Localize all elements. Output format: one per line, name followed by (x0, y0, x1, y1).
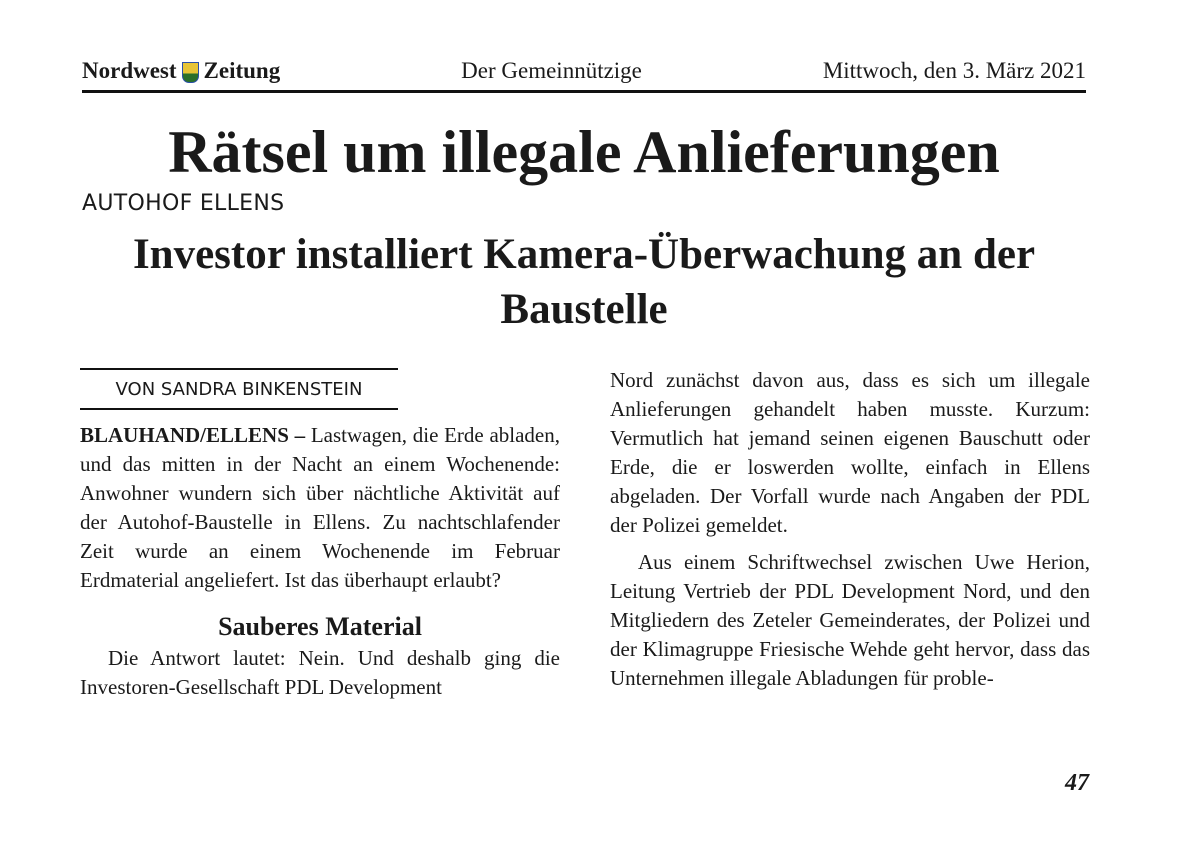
article-column-left (80, 421, 560, 702)
byline-text: VON SANDRA BINKENSTEIN (115, 378, 363, 400)
newspaper-header (82, 58, 1086, 93)
section-subhead: Sauberes Material (218, 612, 422, 641)
article-column-right (610, 366, 1090, 693)
article-byline (80, 368, 398, 410)
paragraph-3: Aus einem Schriftwechsel zwischen Uwe Herion, Leitung Vertrieb der PDL Development Nord, und den Mitgliedern des Zeteler Gemeinderates, der Polizei und der Klimagruppe Friesische Wehde geht hervor, dass das Unternehmen illegale Abladungen für proble- (610, 550, 1090, 690)
paragraph-2-continued: Nord zunächst davon aus, dass es sich um illegale Anlieferungen gehandelt haben musste. Kurzum: Vermutlich hat jemand seinen eigenen Bauschutt oder Erde, die er loswerden wollte, einfach in Ellens abgeladen. Der Vorfall wurde nach Angaben der PDL der Polizei gemeldet. (610, 368, 1090, 537)
brand-name-part1: Nordwest (82, 58, 177, 83)
brand-name-part2: Zeitung (203, 58, 281, 83)
article-kicker: AUTOHOF ELLENS (82, 191, 285, 216)
issue-date: Mittwoch, den 3. März 2021 (822, 58, 1086, 83)
article-subtitle: Investor installiert Kamera-Überwachung an der Baustelle (132, 231, 1036, 333)
newspaper-brand (82, 58, 280, 84)
article-title: Rätsel um illegale Anlieferungen (168, 119, 1000, 185)
lead-text: Lastwagen, die Erde abladen, und das mitten in der Nacht an einem Wochenende: Anwohner wundern sich über nächtliche Aktivität auf der Autohof-Baustelle in Ellens. Zu nachtschlafender Zeit wurde an einem Wochenende im Februar Erdmaterial angeliefert. Ist das überhaupt erlaubt? (80, 423, 560, 592)
lead-paragraph (80, 421, 560, 595)
page-number: 47 (1065, 770, 1089, 796)
coat-of-arms-icon (182, 62, 199, 83)
paragraph-2: Die Antwort lautet: Nein. Und deshalb ging die Investoren-Gesellschaft PDL Development (80, 646, 560, 699)
dateline: BLAUHAND/ELLENS – (80, 423, 306, 447)
section-name: Der Gemeinnützige (461, 58, 642, 83)
